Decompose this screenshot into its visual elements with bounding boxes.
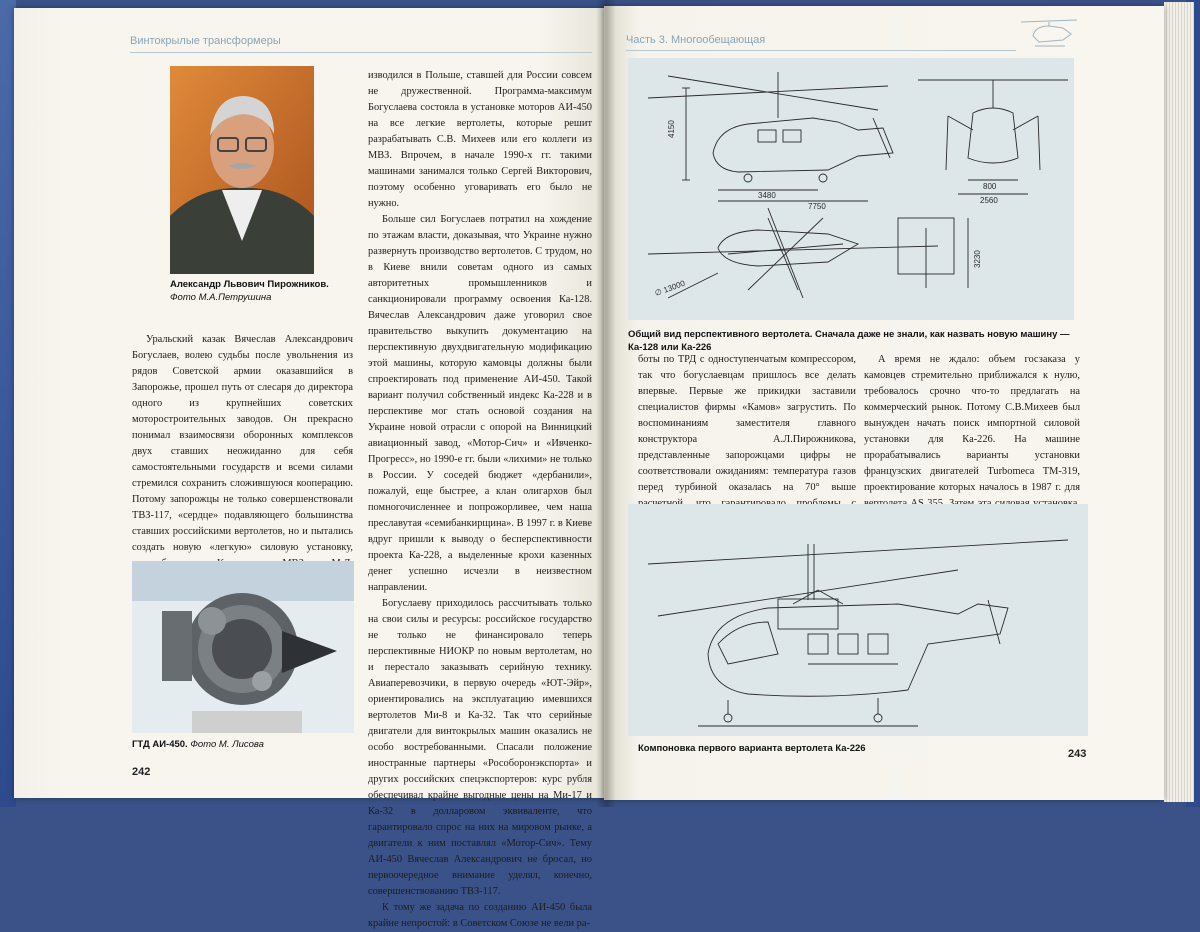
paragraph: Больше сил Богуслаев потратил на хождение по этажам власти, доказывая, что Украине нужно развернуть производство вертолетов. С трудом, но в Киеве внили советам одного из самых авторитетных промышленников и санкционировали программу освоения Ка-128. Вячеслав Александрович даже уговорил свое правительство выкупить документацию на перспективную двухдвигательную модификацию этой машины, которую камовцы должны были спроектировать под применение АИ-450. Такой вариант получил собственный индекс Ка-228 и в перспективе мог стать основой создания на Украине новой отрасли с опорой на Винницкий авиационный завод, «Мотор-Сич» и «Ивченко-Прогресс», но 1990-е гг. были «лихими» не только в России. У соседей бюджет «дербанили», пожалуй, еще быстрее, а клан олигархов был помногочисленнее и попрожорливее, чем наша преславутая «семибанкирщина». В 1997 г. в Киеве вдруг пришли к выводу о бесперспективности проекта Ка-228, а выделенные крохи казенных денег успешно исчезли в неизвестном направлении.	[368, 214, 592, 593]
dim-track-b: 2560	[980, 196, 998, 205]
running-head-left: Винтокрылые трансформеры	[130, 35, 281, 47]
engine-caption	[132, 738, 354, 751]
left-column-1-text	[132, 332, 353, 557]
dim-height: 4150	[667, 120, 676, 138]
page-edges	[1164, 2, 1194, 802]
dim-length-b: 7750	[808, 202, 826, 211]
dim-rotor: ∅ 13000	[653, 278, 687, 298]
paragraph: А время не ждало: объем госзаказа у камовцев стремительно приближался к нулю, требовалось срочно что-то предлагать на коммерческий рынок. Потому С.В.Михеев был вынужден начать поиск импортной силовой установки для Ка-226. На машине прорабатывались варианты установки французских двигателей Turbomeca TM-319, проектирование которых началось в 1987 г. для	[864, 354, 1080, 493]
header-rule	[130, 52, 592, 53]
engine-photo	[132, 561, 354, 733]
paragraph: Уральский казак Вячеслав Александрович Богуслаев, волею судьбы после увольнения из рядов Советской армии оказавшийся в Запорожье, прошел путь от слесаря до директора одного из крупнейших советских моторостроительных заводов. Он прекрасно понимал взаимосвязи оборонных комплексов двух ставших неожиданно для себя самостоятельными государств и всеми силами стремился сохранить сложившуюся кооперацию. Потому запорожцы не только совершенствовали ТВЗ-117, «сердце» подавляющего большинства ставших российскими вертолетов, но и пытались создать новую «легкую» силовую установку,	[132, 334, 353, 553]
paragraph: К тому же задача по созданию АИ-450 была крайне непростой: в Советском Союзе не вели ра-	[368, 902, 592, 929]
cutaway-drawing	[628, 504, 1088, 736]
helicopter-logo-icon	[1019, 14, 1079, 50]
portrait-caption	[170, 278, 370, 304]
paragraph: изводился в Польше, ставшей для России совсем не дружественной. Программа-максимум Богуслаева состояла в установке моторов АИ-450 на все легкие вертолеты, которые решит разрабатывать С.В. Михеев или его коллеги из МВЗ. Впрочем, в начале 1990-х гг. такими машинами занимался только Сергей Викторович, поэтому особенно уговаривать его было не нужно.	[368, 70, 592, 209]
right-column-2-text	[864, 352, 1080, 500]
caption-name: Александр Львович Пирожников.	[170, 279, 329, 290]
page-number-left: 242	[132, 766, 151, 778]
portrait-photo	[170, 66, 314, 274]
header-rule	[626, 50, 1016, 51]
drawing2-caption: Компоновка первого варианта вертолета Ка-226	[638, 743, 866, 754]
paragraph: боты по ТРД с одноступенчатым компрессором, так что богуслаевцам пришлось все делать впервые. Первые же прикидки заставили специалистов фирмы «Камов» загрустить. По воспоминаниям заместителя главного конструктора А.Л.Пирожникова, представленные запорожцами цифры не соответствовали ожиданиям: температура газов перед турбиной оказалась на 70° выше	[638, 354, 856, 493]
right-column-1-text	[638, 352, 856, 500]
right-page	[604, 6, 1164, 800]
page-number-right: 243	[1068, 748, 1087, 760]
running-head-right: Часть 3. Многообещающая	[626, 34, 766, 46]
three-view-drawing	[628, 58, 1074, 320]
engine-caption-title: ГТД АИ-450.	[132, 739, 188, 750]
dim-length-a: 3480	[758, 191, 776, 200]
left-column-2-text	[368, 68, 592, 929]
paragraph: Богуслаеву приходилось рассчитывать только на свои силы и ресурсы: российское государство не только не финансировало теперь перспективные НИОКР по новым вертолетам, но и перестало заказывать серийную технику. Авиаперевозчики, в первую очередь «ЮТ-Эйр», ориентировались на эксплуатацию имевшихся вертолетов Ми-8 и Ка-32. Так что серийные двигатели для винтокрылых машин оказались не особо востребованными. Спасали положение иностранные партнеры «Рособоронэкспорта» и других российских спецэкспортеров: курс рубля обеспечивал крайне выгодные цены на Ми-17 и Ка-32 в долларовом эквиваленте, что гарантировало спрос на них на мировом рынке, а двигатели к ним поставлял «Мотор-Сич». Тему АИ-450 Вячеслав Александрович не бросал, но первоочередное внимание уделял, конечно, совершенствованию ТВЗ-117.	[368, 598, 592, 897]
left-page	[14, 8, 608, 929]
engine-caption-credit: Фото М. Лисова	[190, 739, 264, 750]
caption-credit: Фото М.А.Петрушина	[170, 292, 272, 303]
dim-span: 3230	[973, 250, 982, 268]
drawing1-caption: Общий вид перспективного вертолета. Сначала даже не знали, как назвать новую машину — Ка-128 или Ка-226	[628, 329, 1070, 353]
dim-track-a: 800	[983, 182, 997, 191]
